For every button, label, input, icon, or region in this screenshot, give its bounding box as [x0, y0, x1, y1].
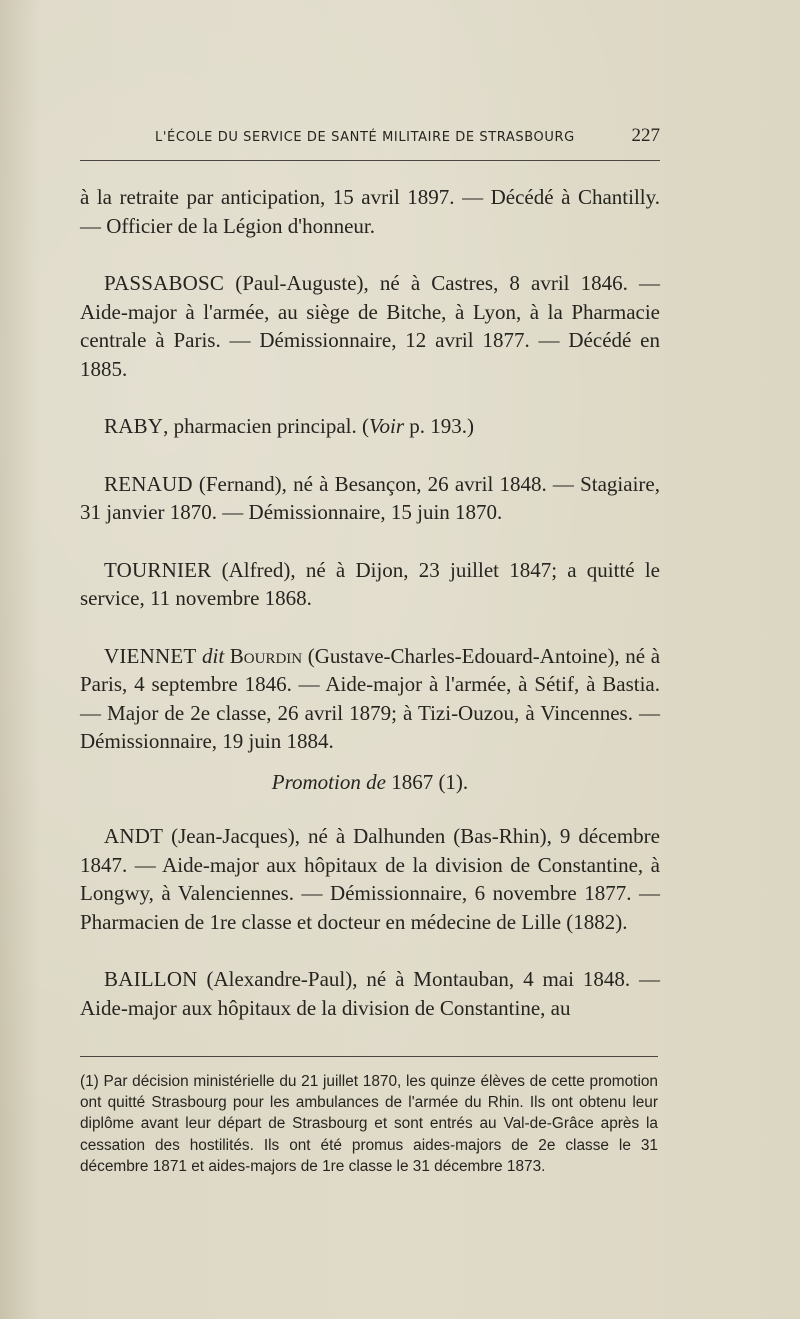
page-number: 227: [631, 125, 660, 146]
header-rule: [80, 160, 660, 161]
entry-renaud: RENAUD (Fernand), né à Besançon, 26 avril 1848. — Stagiaire, 31 janvier 1870. — Démissionnaire, 15 juin 1870.: [80, 471, 660, 524]
footnote-rule: [80, 1056, 658, 1057]
footnote-text: (1) Par décision ministérielle du 21 juillet 1870, les quinze élèves de cette promotion ont quitté Strasbourg pour les ambulances de l'armée du Rhin. Ils ont obtenu leur diplôme avant leur départ de Strasbourg et sont entrés au Val-de-Grâce après la cessation des hostilités. Ils ont été promus aides-majors de 2e classe le 31 décembre 1871 et aides-majors de 1re classe le 31 décembre 1873.: [80, 1073, 658, 1175]
entry-continuation: à la retraite par anticipation, 15 avril 1897. — Décédé à Chantilly. — Officier de la Légion d'honneur.: [80, 185, 660, 238]
footnote: [80, 1071, 658, 1177]
running-header: [155, 125, 660, 147]
entries-block-2: [80, 822, 660, 1022]
section-heading: Promotion de 1867 (1).: [271, 770, 469, 794]
entry-viennet: VIENNET dit Bourdin (Gustave-Charles-Edouard-Antoine), né à Paris, 4 septembre 1846. — Aide-major à l'armée, à Sétif, à Bastia. — Major de 2e classe, 26 avril 1879; à Tizi-Ouzou, à Vincennes. — Démissionnaire, 19 juin 1884.: [80, 643, 661, 753]
running-title: L'ÉCOLE DU SERVICE DE SANTÉ MILITAIRE DE STRASBOURG: [155, 130, 575, 145]
entry-passabosc: PASSABOSC (Paul-Auguste), né à Castres, 8 avril 1846. — Aide-major à l'armée, au siège de Bitche, à Lyon, à la Pharmacie centrale à Paris. — Démissionnaire, 12 avril 1877. — Décédé en 1885.: [80, 271, 660, 381]
entry-raby: RABY, pharmacien principal. (Voir p. 193.): [104, 414, 474, 438]
entry-baillon: BAILLON (Alexandre-Paul), né à Montauban, 4 mai 1848. — Aide-major aux hôpitaux de la division de Constantine, au: [80, 967, 660, 1020]
entry-andt: ANDT (Jean-Jacques), né à Dalhunden (Bas-Rhin), 9 décembre 1847. — Aide-major aux hôpitaux de la division de Constantine, à Longwy, à Valenciennes. — Démissionnaire, 6 novembre 1877. — Pharmacien de 1re classe et docteur en médecine de Lille (1882).: [80, 824, 660, 934]
entry-tournier: TOURNIER (Alfred), né à Dijon, 23 juillet 1847; a quitté le service, 11 novembre 1868.: [80, 557, 660, 610]
entries-block-1: [80, 183, 660, 756]
